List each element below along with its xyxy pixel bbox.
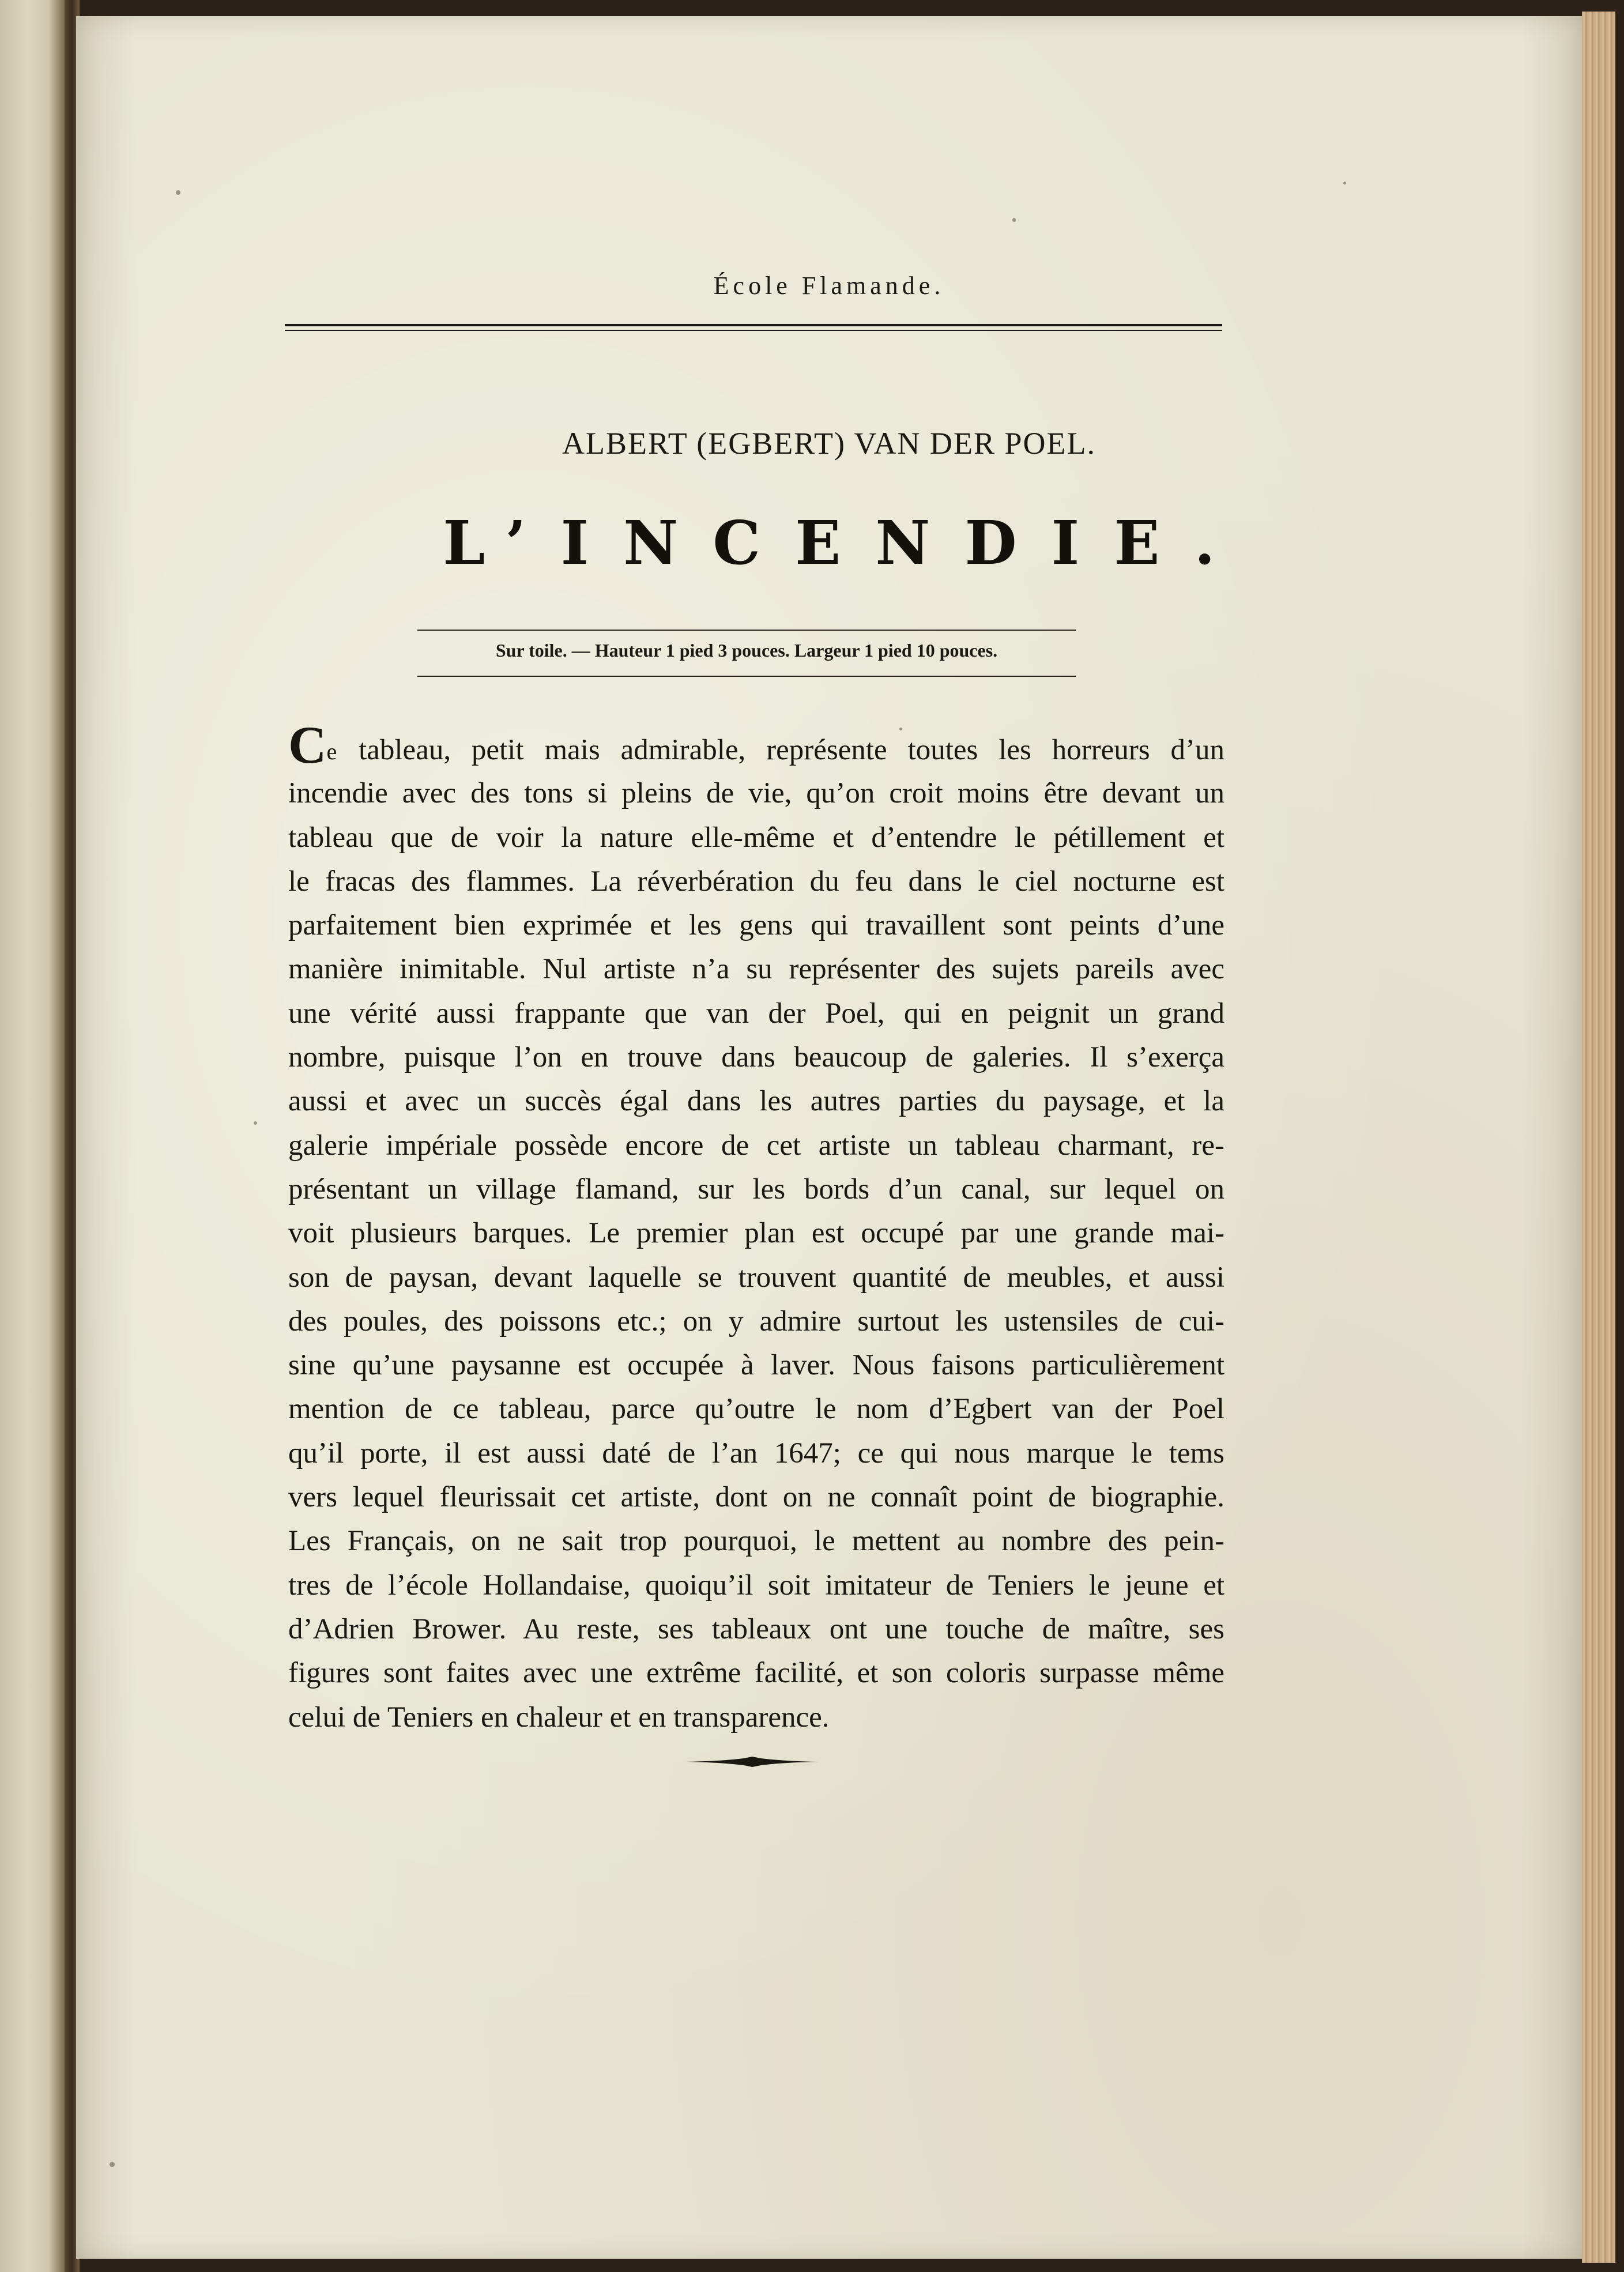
body-line: nombre, puisque l’on en trouve dans beaucoup de galeries. Il s’exerça — [288, 1041, 1224, 1074]
body-line: mention de ce tableau, parce qu’outre le nom d’Egbert van der Poel — [288, 1393, 1224, 1426]
paper-speck — [254, 1121, 257, 1125]
body-line: des poules, des poissons etc.; on y admire surtout les ustensiles de cui- — [288, 1305, 1224, 1337]
body-line: tableau que de voir la nature elle-même et d’entendre le pétillement et — [288, 821, 1224, 854]
body-line: une vérité aussi frappante que van der Poel, qui en peignit un grand — [288, 997, 1224, 1030]
header-double-rule — [285, 324, 1222, 331]
body-line: celui de Teniers en chaleur et en transparence. — [288, 1701, 830, 1734]
body-line: le fracas des flammes. La réverbération du feu dans le ciel nocturne est — [288, 865, 1224, 898]
body-line: galerie impériale possède encore de cet artiste un tableau charmant, re- — [288, 1129, 1224, 1162]
body-line: présentant un village flamand, sur les bords d’un canal, sur lequel on — [288, 1173, 1224, 1205]
body-line — [288, 715, 1224, 774]
body-line: sine qu’une paysanne est occupée à laver. Nous faisons particulièrement — [288, 1349, 1224, 1382]
running-head: École Flamande. — [713, 272, 945, 300]
body-line: d’Adrien Brower. Au reste, ses tableaux ont une touche de maître, ses — [288, 1612, 1224, 1645]
body-text — [288, 715, 1224, 1739]
page-title: L’INCENDIE. — [443, 507, 1250, 578]
body-line: Les Français, on ne sait trop pourquoi, le mettent au nombre des pein- — [288, 1525, 1224, 1558]
body-line: vers lequel fleurissait cet artiste, dont on ne connaît point de biographie. — [288, 1481, 1224, 1514]
body-line-text: tableau, petit mais admirable, représente toutes les horreurs d’un — [338, 734, 1224, 766]
tapered-rule-ornament-icon — [686, 1755, 819, 1769]
drop-cap: C — [288, 715, 327, 774]
body-line: manière inimitable. Nul artiste n’a su représenter des sujets pareils avec — [288, 953, 1224, 986]
body-line: qu’il porte, il est aussi daté de l’an 1647; ce qui nous marque le tems — [288, 1437, 1224, 1470]
body-line: parfaitement bien exprimée et les gens qui travaillent sont peints d’une — [288, 909, 1224, 942]
dimensions-rule-top — [417, 630, 1076, 631]
body-line: aussi et avec un succès égal dans les autres parties du paysage, et la — [288, 1085, 1224, 1118]
paper-speck — [110, 2162, 115, 2167]
drop-cap-rest: e — [326, 739, 338, 764]
body-line: son de paysan, devant laquelle se trouvent quantité de meubles, et aussi — [288, 1261, 1224, 1294]
paper-speck — [1343, 182, 1346, 184]
body-line: voit plusieurs barques. Le premier plan est occupé par une grande mai- — [288, 1217, 1224, 1250]
scan-border — [1615, 0, 1624, 2272]
facing-page-edge — [0, 0, 65, 2272]
paper-speck — [1012, 218, 1016, 222]
page-fore-edge — [1582, 12, 1615, 2263]
paper-speck — [899, 728, 902, 730]
body-line: tres de l’école Hollandaise, quoiqu’il soit imitateur de Teniers le jeune et — [288, 1569, 1224, 1602]
artist-name: ALBERT (EGBERT) VAN DER POEL. — [562, 426, 1097, 461]
painting-dimensions: Sur toile. — Hauteur 1 pied 3 pouces. Largeur 1 pied 10 pouces. — [495, 640, 998, 661]
body-line: incendie avec des tons si pleins de vie, qu’on croit moins être devant un — [288, 777, 1224, 810]
paper-speck — [176, 190, 180, 195]
dimensions-rule-bottom — [417, 676, 1076, 677]
body-line: figures sont faites avec une extrême facilité, et son coloris surpasse même — [288, 1657, 1224, 1690]
